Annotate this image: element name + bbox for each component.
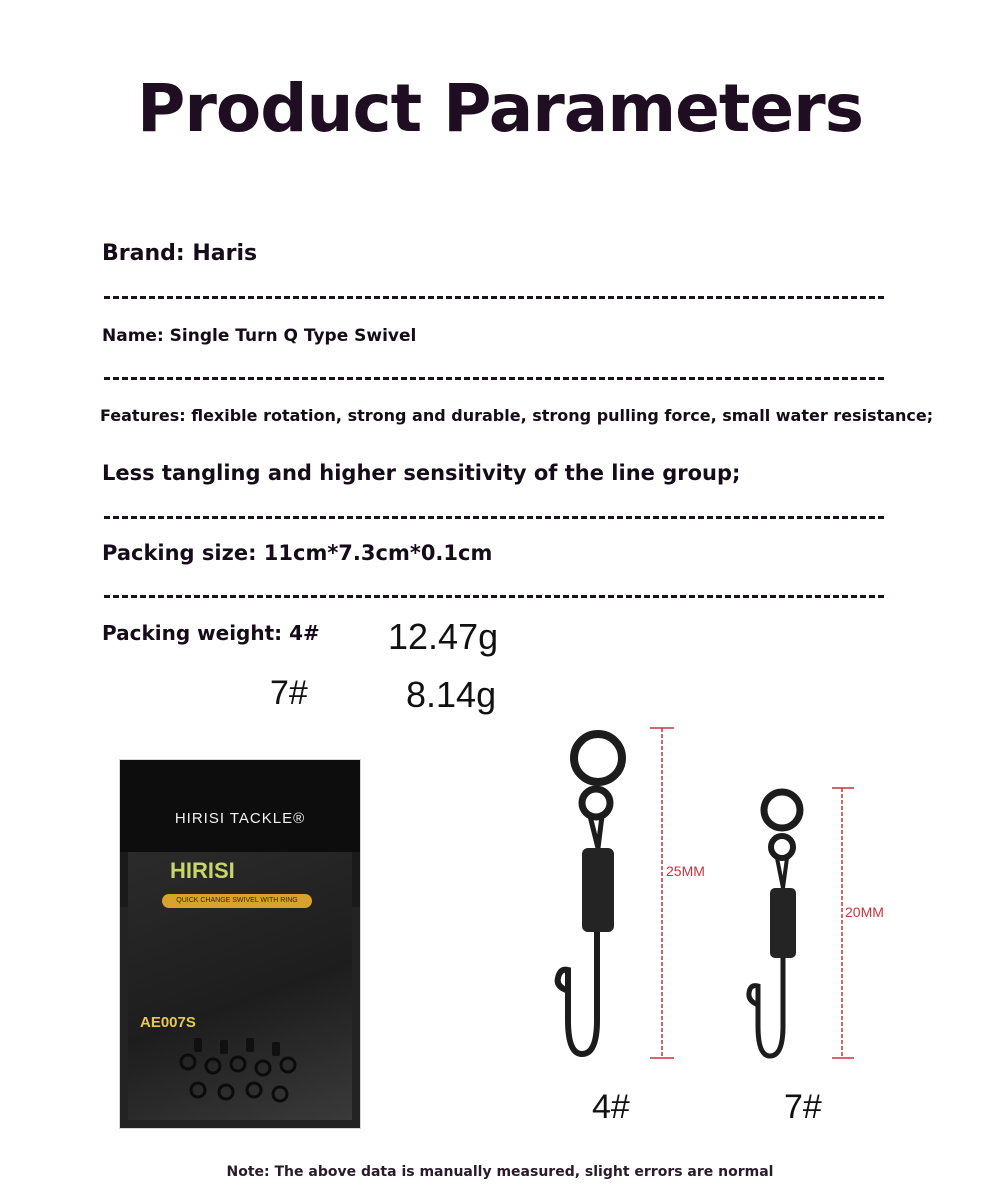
product-package-image (120, 760, 360, 1128)
package-swivels-icon (128, 852, 352, 1120)
features-line-2: Less tangling and higher sensitivity of the line group; (102, 461, 741, 485)
packing-weight-4-value: 12.47g (388, 616, 499, 657)
divider (104, 516, 884, 519)
divider (104, 595, 884, 598)
divider (104, 296, 884, 299)
package-brand: HIRISI TACKLE® (174, 810, 306, 827)
divider (104, 377, 884, 380)
package-window (128, 852, 352, 1120)
packing-size-line: Packing size: 11cm*7.3cm*0.1cm (102, 541, 493, 565)
swivel-7-size: 20MM (845, 904, 884, 920)
swivel-7-diagram (740, 780, 880, 1070)
packing-weight-label: Packing weight: 4# (102, 621, 320, 645)
name-line: Name: Single Turn Q Type Swivel (102, 326, 417, 346)
swivel-7-label: 7# (784, 1088, 822, 1126)
page-title: Product Parameters (136, 70, 864, 147)
swivel-4-label: 4# (592, 1088, 630, 1126)
package-code: AE007S (140, 1014, 196, 1031)
package-header (120, 760, 360, 852)
swivel-4-diagram (540, 720, 700, 1070)
package-tagline: QUICK CHANGE SWIVEL WITH RING (162, 894, 312, 908)
package-logo: HIRISI (170, 858, 235, 883)
measurement-note: Note: The above data is manually measured, slight errors are normal (226, 1164, 774, 1180)
packing-weight-7-label: 7# (270, 674, 308, 712)
swivel-4-size: 25MM (666, 863, 705, 879)
packing-weight-7-value: 8.14g (406, 674, 497, 715)
features-line: Features: flexible rotation, strong and durable, strong pulling force, small water resistance; (100, 406, 934, 425)
brand-line: Brand: Haris (102, 241, 258, 266)
